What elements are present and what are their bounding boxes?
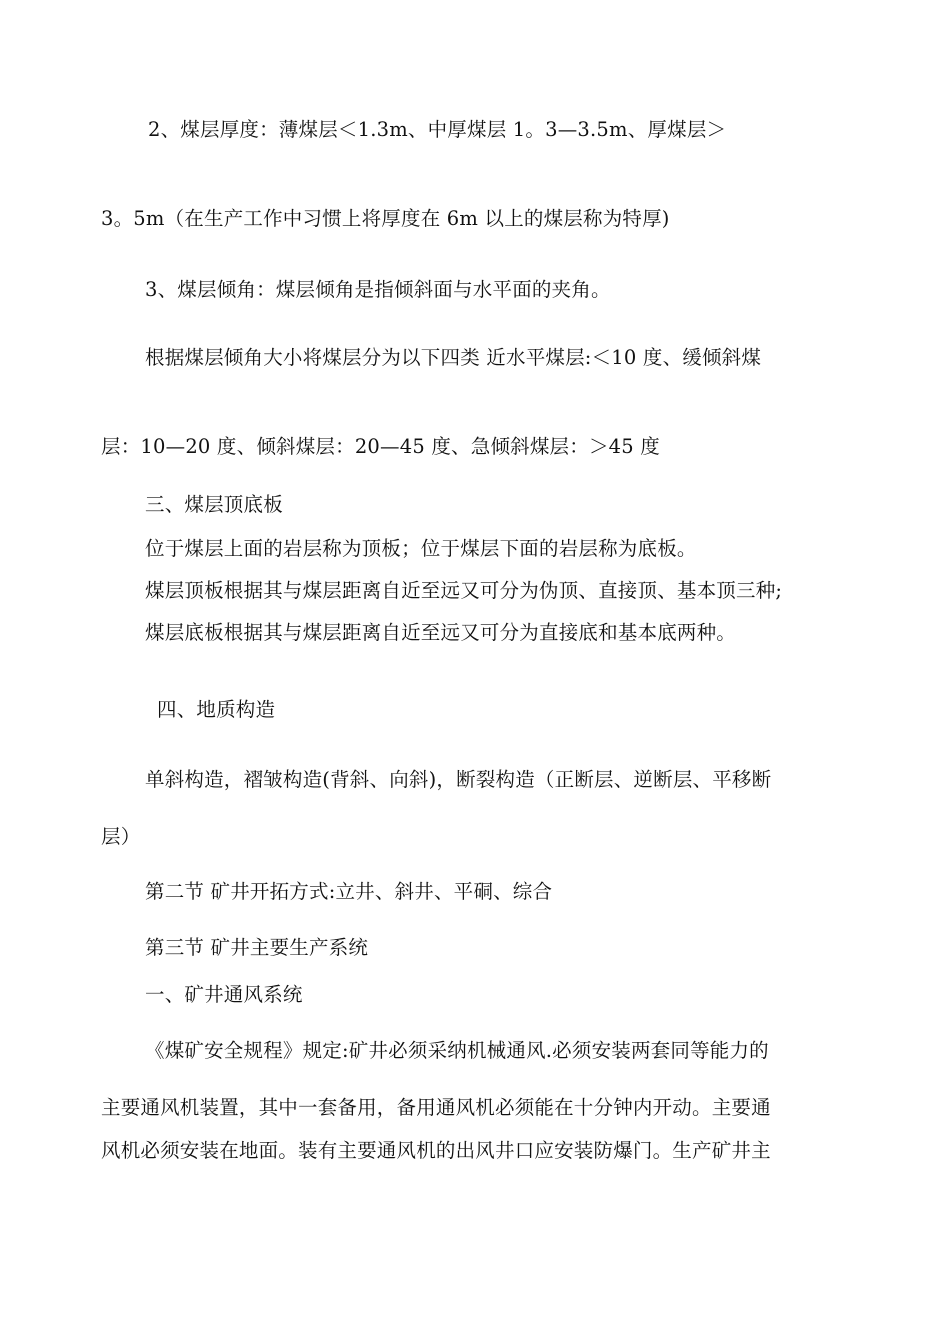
heading-geologic-structure: 四、地质构造 <box>157 698 276 721</box>
para-coal-thickness: 2、煤层厚度：薄煤层＜1.3m、中厚煤层 1。3—3.5m、厚煤层＞ <box>148 118 727 141</box>
para-coal-thickness-cont: 3。5m（在生产工作中习惯上将厚度在 6m 以上的煤层称为特厚) <box>101 207 670 230</box>
heading-ventilation: 一、矿井通风系统 <box>145 983 303 1006</box>
heading-section-two: 第二节 矿井开拓方式:立井、斜井、平硐、综合 <box>145 880 553 903</box>
para-structures-cont: 层） <box>101 825 141 848</box>
para-roof-types: 煤层顶板根据其与煤层距离自近至远又可分为伪顶、直接顶、基本顶三种; <box>145 579 783 602</box>
para-ventilation-rule: 《煤矿安全规程》规定:矿井必须采纳机械通风.必须安装两套同等能力的 <box>145 1039 769 1062</box>
para-coal-dip: 3、煤层倾角：煤层倾角是指倾斜面与水平面的夹角。 <box>145 278 611 301</box>
para-dip-classes-cont: 层：10—20 度、倾斜煤层：20—45 度、急倾斜煤层：＞45 度 <box>101 435 660 458</box>
heading-section-three: 第三节 矿井主要生产系统 <box>145 936 369 959</box>
heading-roof-floor: 三、煤层顶底板 <box>145 493 283 516</box>
para-floor-types: 煤层底板根据其与煤层距离自近至远又可分为直接底和基本底两种。 <box>145 621 737 644</box>
para-roof-floor-def: 位于煤层上面的岩层称为顶板；位于煤层下面的岩层称为底板。 <box>145 537 697 560</box>
para-structures: 单斜构造，褶皱构造(背斜、向斜)，断裂构造（正断层、逆断层、平移断 <box>145 768 772 791</box>
para-dip-classes: 根据煤层倾角大小将煤层分为以下四类 近水平煤层:＜10 度、缓倾斜煤 <box>145 346 762 369</box>
para-ventilation-rule-cont1: 主要通风机装置，其中一套备用，备用通风机必须能在十分钟内开动。主要通 <box>101 1096 771 1119</box>
para-ventilation-rule-cont2: 风机必须安装在地面。装有主要通风机的出风井口应安装防爆门。生产矿井主 <box>101 1139 771 1162</box>
